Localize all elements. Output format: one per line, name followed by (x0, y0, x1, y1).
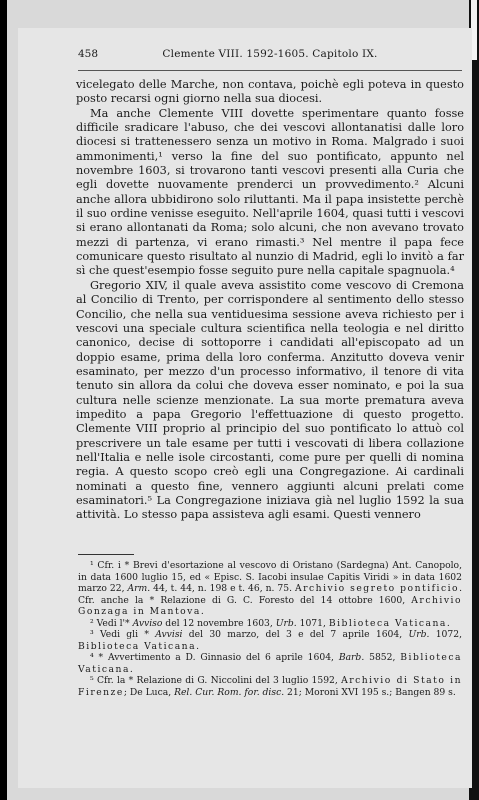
footnote: ⁴ * Avvertimento a D. Ginnasio del 6 aprile 1604, Barb. 5852, Biblioteca Vaticana. (78, 652, 462, 675)
page-header (78, 48, 462, 64)
footnote: ³ Vedi gli * Avvisi del 30 marzo, del 3 e del 7 aprile 1604, Urb. 1072, Biblioteca Vaticana. (78, 629, 462, 652)
paragraph-clemente-abuse: Ma anche Clemente VIII dovette sperimentare quanto fosse difficile sradicare l'abuso, che dei vescovi allontanatisi dalle loro diocesi si trattenessero senza un motivo in Roma. Malgrado i suoi ammonimenti,¹ verso la fine del suo pontificato, appunto nel novembre 1603, si trovarono tanti vescovi presenti alla Curia che egli dovette nuovamente prenderci un provvedimento.² Alcuni anche allora ubbidirono solo riluttanti. Ma il papa insistette perchè il suo ordine venisse eseguito. Nell'aprile 1604, quasi tutti i vescovi si erano allontanati da Roma; solo alcuni, che non avevano trovato mezzi di partenza, vi erano rimasti.³ Nel mentre il papa fece comunicare questo risultato al nunzio di Madrid, egli lo invitò a far sì che quest'esempio fosse seguito pure nella capitale spagnuola.⁴ (76, 106, 464, 278)
book-page (18, 28, 472, 788)
footnote: ⁵ Cfr. la * Relazione di G. Niccolini del 3 luglio 1592, Archivio di Stato in Firenze; De Luca, Rel. Cur. Rom. for. disc. 21; Moroni XVI 195 s.; Bangen 89 s. (78, 675, 462, 699)
running-title: Clemente VIII. 1592-1605. Capitolo IX. (162, 48, 378, 60)
paragraph-continuation: vicelegato delle Marche, non contava, poichè egli poteva in questo posto recarsi ogni giorno nella sua diocesi. (76, 78, 464, 106)
scan-left-edge (0, 0, 7, 800)
main-text (76, 78, 464, 523)
paragraph-gregorio-exam: Gregorio XIV, il quale aveva assistito come vescovo di Cremona al Concilio di Trento, per corrispondere al sentimento dello stesso Concilio, che nella sua ventiduesima sessione aveva richiesto per i vescovi una speciale cultura scientifica nella teologia e nel diritto canonico, decise di sottoporre i candidati all'episcopato ad un doppio esame, prima della loro conferma. Anzitutto doveva venir esaminato, per mezzo d'un processo informativo, il tenore di vita tenuto sin allora da colui che doveva esser nominato, e poi la sua cultura nelle scienze menzionate. La sua morte prematura aveva impedito a papa Gregorio l'effettuazione di questo progetto. Clemente VIII proprio al principio del suo pontificato lo attuò col prescrivere un tale esame per tutti i vescovati di libera collazione nell'Italia e nelle isole circostanti, come pure per quelli di nomina regia. A questo scopo creò egli una Congregazione. Ai cardinali nominati a questo fine, vennero aggiunti alcuni prelati come esaminatori.⁵ La Congregazione iniziava già nel luglio 1592 la sua attività. Lo stesso papa assisteva agli esami. Questi vennero (76, 278, 464, 522)
footnote: ² Vedi l'* Avviso del 12 novembre 1603, Urb. 1071, Biblioteca Vaticana. (90, 617, 450, 629)
page-number: 458 (78, 48, 99, 60)
footnote-rule (78, 554, 134, 555)
footnotes (78, 560, 462, 699)
footnote: ¹ Cfr. i * Brevi d'esortazione al vescovo di Oristano (Sardegna) Ant. Canopolo, in data 1600 luglio 15, ed « Episc. S. Iacobi insulae Capitis Viridi » in data 1602 marzo 22, Arm. 44, t. 44, n. 198 e t. 46, n. 75. Archivio segreto pontificio. Cfr. anche la * Relazione di G. C. Foresto del 14 ottobre 1600, Archivio Gonzaga in Mantova. (78, 560, 463, 618)
header-rule (78, 70, 462, 71)
